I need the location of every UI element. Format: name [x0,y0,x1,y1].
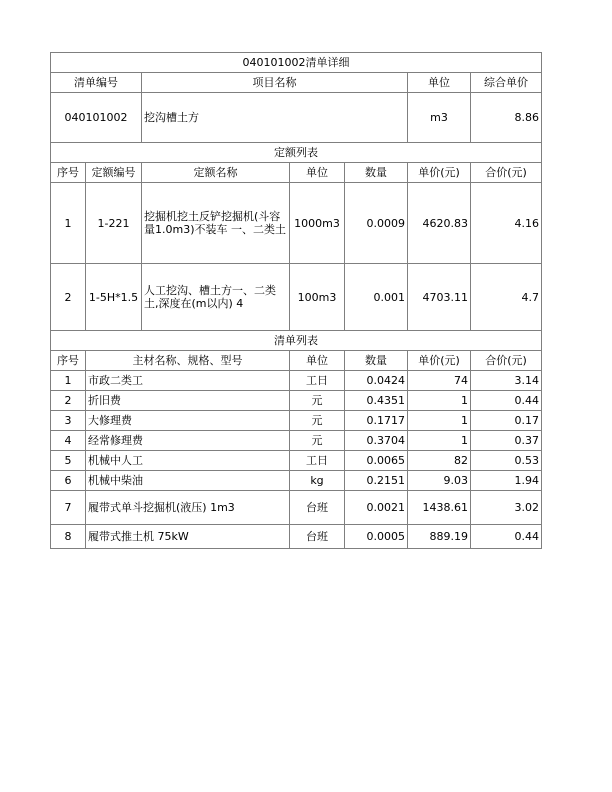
list-qty: 0.0005 [345,525,408,549]
item-row [51,93,542,143]
quota-col-total: 合价(元) [471,163,542,183]
list-name: 机械中人工 [86,451,290,471]
list-name: 折旧费 [86,391,290,411]
quota-section-title: 定额列表 [51,143,542,163]
quota-qty: 0.001 [345,264,408,331]
list-item [51,371,542,391]
code-header: 清单编号 [51,73,142,93]
list-total: 0.44 [471,525,542,549]
list-unit: 台班 [290,525,345,549]
item-code: 040101002 [51,93,142,143]
list-unit: kg [290,471,345,491]
list-price: 1438.61 [408,491,471,525]
list-item [51,391,542,411]
list-price: 9.03 [408,471,471,491]
list-section-title: 清单列表 [51,331,542,351]
list-item [51,525,542,549]
quota-qty: 0.0009 [345,183,408,264]
list-unit: 元 [290,431,345,451]
list-col-no: 序号 [51,351,86,371]
quota-name: 人工挖沟、槽土方一、二类土,深度在(m以内) 4 [142,264,290,331]
list-unit: 工日 [290,451,345,471]
list-qty: 0.3704 [345,431,408,451]
item-name: 挖沟槽土方 [142,93,408,143]
list-price: 1 [408,411,471,431]
list-no: 2 [51,391,86,411]
list-no: 8 [51,525,86,549]
quota-unit: 1000m3 [290,183,345,264]
table-title: 040101002清单详细 [51,53,542,73]
list-total: 0.37 [471,431,542,451]
quota-total: 4.7 [471,264,542,331]
price-header: 综合单价 [471,73,542,93]
list-columns-row [51,351,542,371]
list-no: 3 [51,411,86,431]
list-no: 7 [51,491,86,525]
list-total: 0.17 [471,411,542,431]
list-name: 履带式单斗挖掘机(液压) 1m3 [86,491,290,525]
detail-table [50,52,542,549]
list-name: 履带式推土机 75kW [86,525,290,549]
quota-name: 挖掘机挖土反铲挖掘机(斗容量1.0m3)不装车 一、二类土 [142,183,290,264]
list-total: 1.94 [471,471,542,491]
list-col-qty: 数量 [345,351,408,371]
list-item [51,451,542,471]
list-no: 6 [51,471,86,491]
list-name: 机械中柴油 [86,471,290,491]
quota-no: 2 [51,264,86,331]
name-header: 项目名称 [142,73,408,93]
quota-no: 1 [51,183,86,264]
list-qty: 0.0021 [345,491,408,525]
list-name: 大修理费 [86,411,290,431]
quota-col-unit: 单位 [290,163,345,183]
quota-col-no: 序号 [51,163,86,183]
list-qty: 0.2151 [345,471,408,491]
title-row [51,53,542,73]
quota-code: 1-5H*1.5 [86,264,142,331]
list-qty: 0.4351 [345,391,408,411]
list-total: 3.14 [471,371,542,391]
quota-total: 4.16 [471,183,542,264]
list-price: 82 [408,451,471,471]
table-row [51,264,542,331]
list-price: 74 [408,371,471,391]
quota-col-price: 单价(元) [408,163,471,183]
list-qty: 0.1717 [345,411,408,431]
list-item [51,471,542,491]
item-unit: m3 [408,93,471,143]
list-name: 经常修理费 [86,431,290,451]
list-col-price: 单价(元) [408,351,471,371]
item-price: 8.86 [471,93,542,143]
list-unit: 工日 [290,371,345,391]
list-col-unit: 单位 [290,351,345,371]
quota-section-row [51,143,542,163]
quota-col-qty: 数量 [345,163,408,183]
list-item [51,491,542,525]
list-total: 0.44 [471,391,542,411]
list-total: 3.02 [471,491,542,525]
list-qty: 0.0424 [345,371,408,391]
list-price: 1 [408,431,471,451]
quota-price: 4703.11 [408,264,471,331]
header-row [51,73,542,93]
list-no: 1 [51,371,86,391]
list-unit: 台班 [290,491,345,525]
quota-unit: 100m3 [290,264,345,331]
list-section-row [51,331,542,351]
list-unit: 元 [290,411,345,431]
list-qty: 0.0065 [345,451,408,471]
list-item [51,431,542,451]
list-col-name: 主材名称、规格、型号 [86,351,290,371]
list-price: 1 [408,391,471,411]
list-item [51,411,542,431]
quota-columns-row [51,163,542,183]
quota-col-code: 定额编号 [86,163,142,183]
list-name: 市政二类工 [86,371,290,391]
quota-price: 4620.83 [408,183,471,264]
unit-header: 单位 [408,73,471,93]
table-row [51,183,542,264]
list-price: 889.19 [408,525,471,549]
list-no: 5 [51,451,86,471]
list-col-total: 合价(元) [471,351,542,371]
list-no: 4 [51,431,86,451]
list-unit: 元 [290,391,345,411]
quota-col-name: 定额名称 [142,163,290,183]
list-total: 0.53 [471,451,542,471]
quota-code: 1-221 [86,183,142,264]
